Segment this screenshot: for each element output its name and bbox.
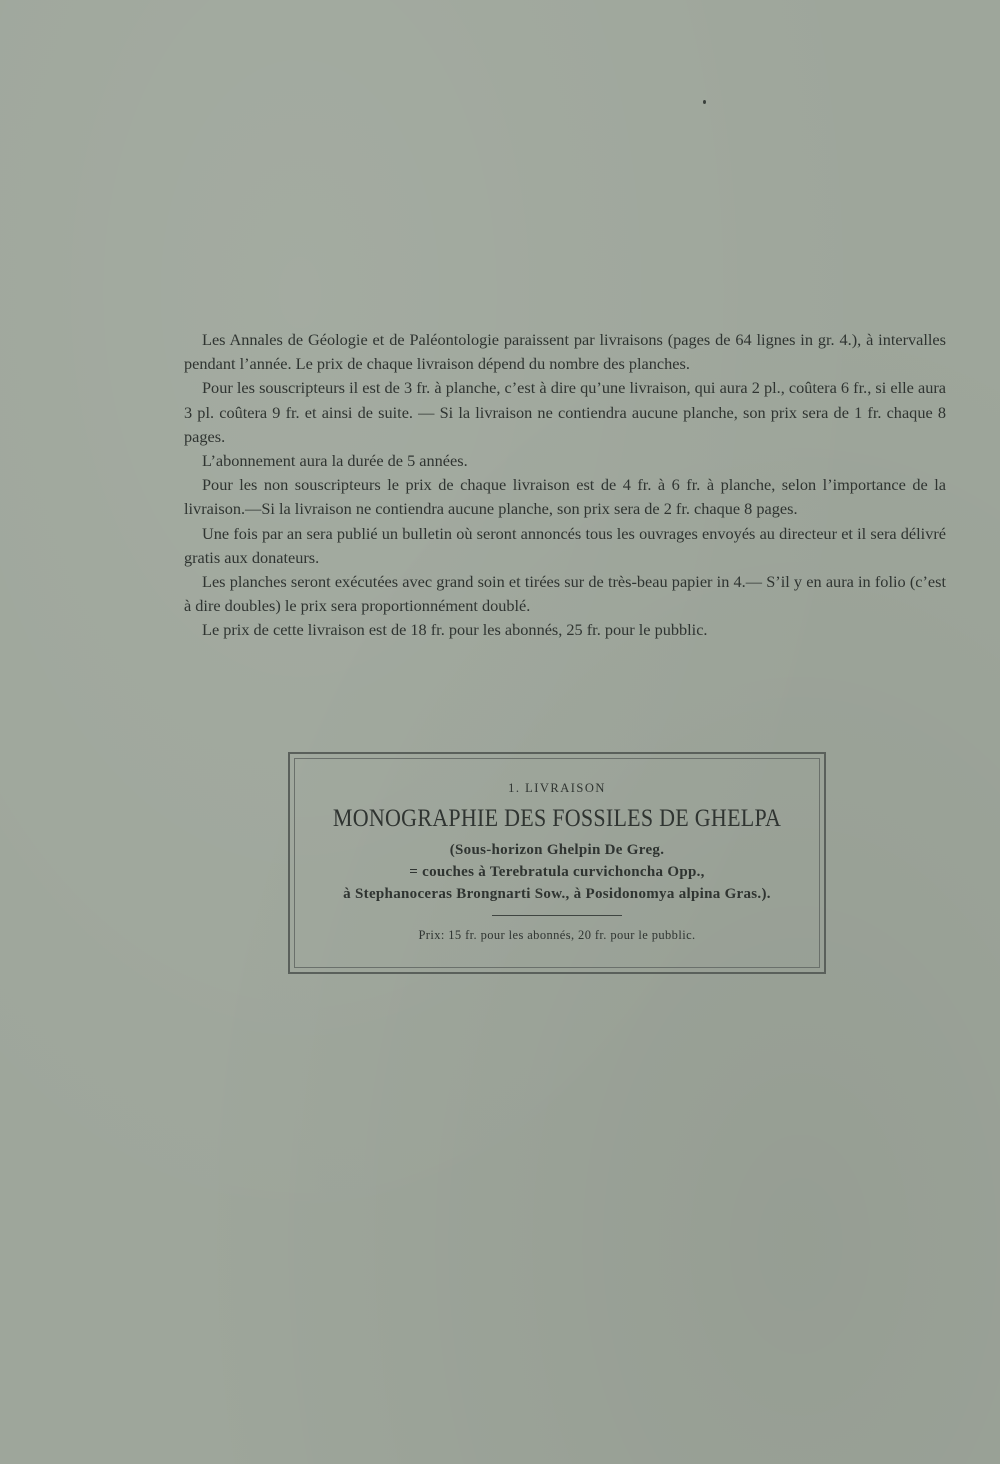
paragraph-price: Le prix de cette livraison est de 18 fr. pour les abonnés, 25 fr. pour le pubblic. bbox=[202, 620, 708, 640]
paragraph-plates: Les planches seront exécutées avec grand soin et tirées sur de très-beau papier in 4.— S’il y en aura in folio (c’est à dire doubles) le prix sera proportionnément doublé. bbox=[184, 572, 946, 616]
divider-rule bbox=[492, 915, 622, 916]
paragraph-bulletin: Une fois par an sera publié un bulletin où seront annoncés tous les ouvrages envoyés au directeur et il sera délivré gratis aux donateurs. bbox=[184, 523, 946, 567]
notice-price: Prix: 15 fr. pour les abonnés, 20 fr. pour le pubblic. bbox=[418, 928, 696, 942]
subtitle-line: à Stephanoceras Brongnarti Sow., à Posidonomya alpina Gras.). bbox=[343, 886, 771, 902]
paragraph-subscribers: Pour les souscripteurs il est de 3 fr. à planche, c’est à dire qu’une livraison, qui aura 2 pl., coûtera 6 fr., si elle aura 3 pl. coûtera 9 fr. et ainsi de suite. — Si la livraison ne contiendra aucune planche, son prix sera de 1 fr. chaque 8 pages. bbox=[184, 378, 946, 446]
subtitle-line: (Sous-horizon Ghelpin De Greg. bbox=[449, 842, 665, 858]
paragraph-subscription-duration: L’abonnement aura la durée de 5 années. bbox=[202, 451, 468, 471]
subtitle-line: = couches à Terebratula curvichoncha Opp., bbox=[409, 864, 705, 880]
paper-speck bbox=[703, 100, 706, 104]
announcement-text bbox=[184, 328, 946, 643]
notice-inner-frame bbox=[294, 758, 820, 968]
livraison-notice-box bbox=[288, 752, 826, 974]
monograph-title: MONOGRAPHIE DES FOSSILES DE GHELPA bbox=[332, 805, 782, 832]
livraison-label: 1. LIVRAISON bbox=[508, 781, 606, 795]
paragraph-non-subscribers: Pour les non souscripteurs le prix de chaque livraison est de 4 fr. à 6 fr. à planche, selon l’importance de la livraison.—Si la livraison ne contiendra aucune planche, son prix sera de 2 fr. chaque 8 pages. bbox=[184, 475, 946, 519]
paragraph-publication: Les Annales de Géologie et de Paléontologie paraissent par livraisons (pages de 64 lignes in gr. 4.), à intervalles pendant l’année. Le prix de chaque livraison dépend du nombre des planches. bbox=[184, 330, 946, 374]
